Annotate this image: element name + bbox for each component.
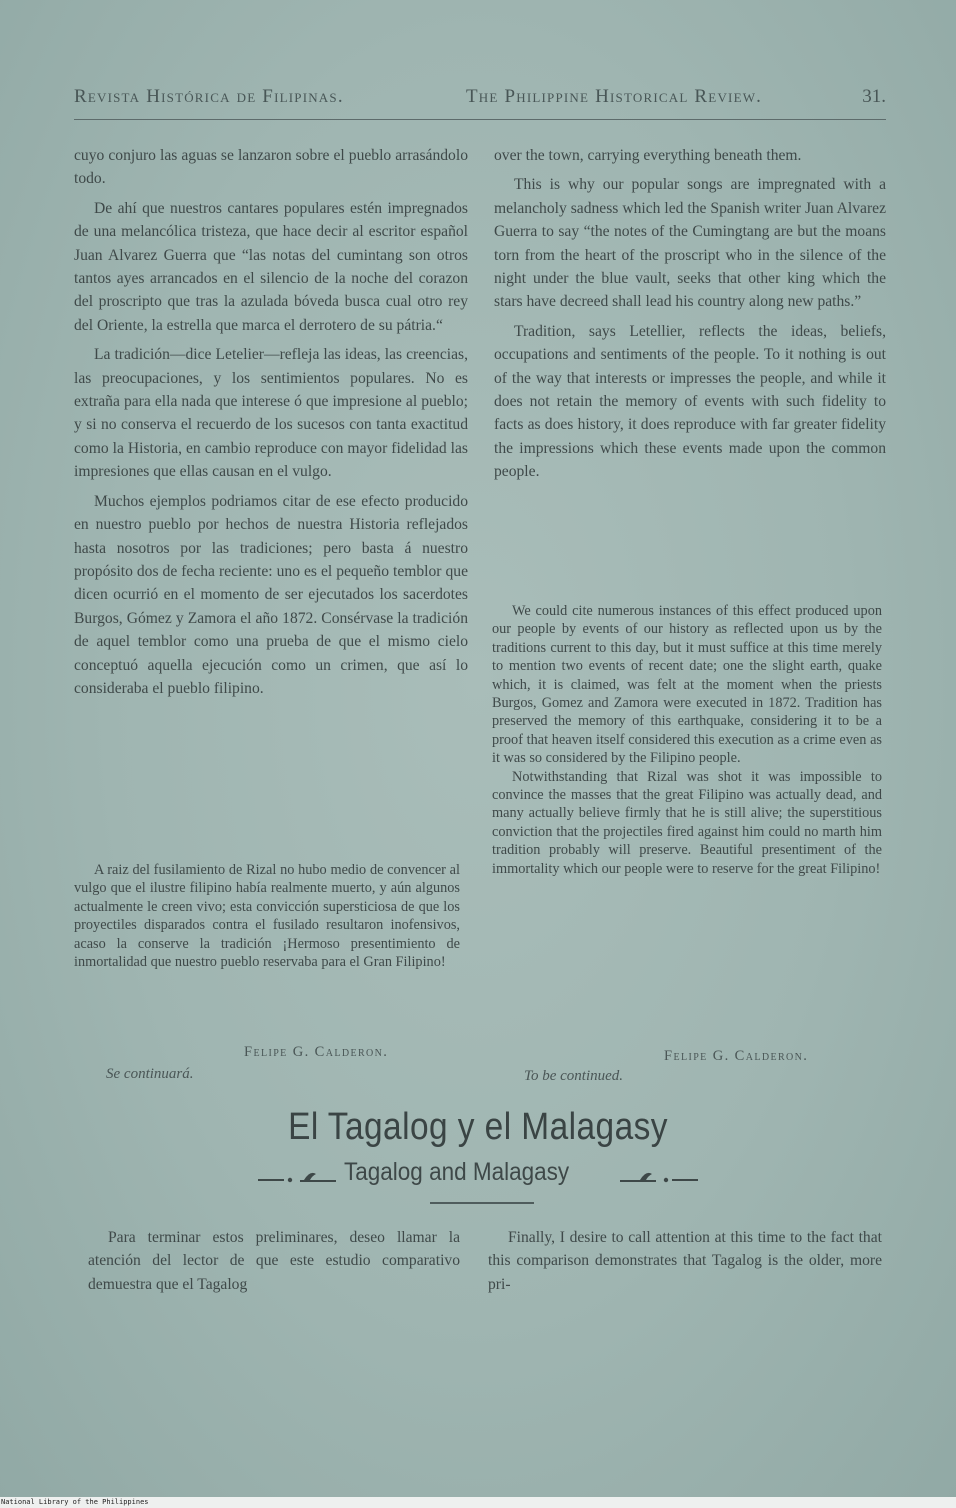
title-rule bbox=[430, 1202, 534, 1204]
header-journal-english: The Philippine Historical Review. bbox=[466, 86, 763, 107]
article-spanish-text: Para terminar estos preliminares, deseo llamar la atención del lector de que este estudio comparativo demuestra que el Tagalog bbox=[88, 1229, 460, 1293]
article-spanish-column bbox=[88, 1226, 460, 1296]
left-ornament-icon bbox=[254, 1168, 340, 1184]
spanish-column-top bbox=[74, 144, 468, 700]
english-continued-note: To be continued. bbox=[524, 1068, 624, 1084]
article-english-text: Finally, I desire to call attention at this time to the fact that this comparison demonstrates that Tagalog is the older, more pri- bbox=[488, 1229, 882, 1293]
english-paragraph-2: This is why our popular songs are impregnated with a melancholy sadness which led the Spanish writer Juan Alvarez Guerra to say “the notes of the Cumingtang are but the moans torn from the heart of the proscript who in the silence of the night under the blue vault, seeks that other king which the stars have decreed shall lead his country along new paths.” bbox=[494, 176, 886, 311]
english-column-top bbox=[494, 144, 886, 484]
article-title: El Tagalog y el Malagasy bbox=[288, 1106, 668, 1148]
library-credit: National Library of the Philippines bbox=[0, 1497, 956, 1508]
english-paragraph-4: We could cite numerous instances of this effect produced upon our people by events of our history as reflected upon us by the traditions current to this day, but it must suffice at this time merely to mention two events of recent date; one the slight earth, quake which, it is claimed, was felt at the moment when the priests Burgos, Gomez and Zamora were executed in 1872. Tradition has preserved the memory of this earthquake, considering it to be a proof that heaven itself considered this execution as a crime even as it was so considered by the Filipino people. bbox=[492, 603, 882, 767]
spanish-paragraph-3: La tradición—dice Letelier—refleja las ideas, las creencias, las preocupaciones, y los sentimientos populares. No es extraña para ella nada que interese ó que impresione al pueblo; y si no conserva el recuerdo de los sucesos con tanta exactitud como la Historia, en cambio reproduce con mayor fidelidad las impresiones que ellas causan en el vulgo. bbox=[74, 346, 468, 481]
spanish-paragraph-2: De ahí que nuestros cantares populares estén impregnados de una melancólica tristeza, que hace decir al escritor español Juan Alvarez Guerra que “las notas del cumintang son otros tantos ayes arrancados en el silencio de la noche del corazon del proscripto que tras la azulada bóveda busca cual otro rey del Oriente, la estrella que marca el derrotero de su pátria.“ bbox=[74, 199, 468, 334]
spanish-signature: Felipe G. Calderon. bbox=[244, 1044, 389, 1060]
article-subtitle: Tagalog and Malagasy bbox=[344, 1158, 570, 1186]
header-rule bbox=[74, 119, 886, 120]
spanish-paragraph-4: Muchos ejemplos podriamos citar de ese efecto producido en nuestro pueblo por hechos de nuestra Historia reflejados hasta nosotros por las tradiciones; pero basta á nuestro propósito dos de fecha reciente: uno es el pequeño temblor que dicen ocurrió en el momento de ser ejecutados los sacerdotes Burgos, Gómez y Zamora el año 1872. Consérvase la tradición de aquel temblor como una prueba de que el mismo cielo conceptuó aquella ejecución como un crimen, que así lo consideraba el pueblo filipino. bbox=[74, 492, 468, 697]
article-subtitle-row bbox=[254, 1158, 704, 1194]
spanish-continued-note: Se continuará. bbox=[106, 1066, 194, 1082]
right-ornament-icon bbox=[616, 1168, 702, 1184]
header-journal-spanish: Revista Histórica de Filipinas. bbox=[74, 86, 344, 107]
english-paragraph-1: over the town, carrying everything beneath them. bbox=[494, 147, 802, 164]
spanish-paragraph-5: A raiz del fusilamiento de Rizal no hubo medio de convencer al vulgo que el ilustre filipino había realmente muerto, y aún algunos actualmente le creen vivo; esta convicción supersticiosa de que los proyectiles disparados contra el fusilado resultaron inofensivos, acaso la conserve la tradición ¡Hermoso presentimiento de inmortalidad que nuestro pueblo reservaba para el Gran Filipino! bbox=[74, 862, 460, 971]
english-signature: Felipe G. Calderon. bbox=[664, 1048, 809, 1064]
english-paragraph-5: Notwithstanding that Rizal was shot it was impossible to convince the masses that the great Filipino was actually dead, and many actually believe firmly that he is still alive; the superstitious conviction that the projectiles fired against him could no marth him tradition probably will preserve. Beautiful presentiment of the immortality which our people were to reserve for the great Filipino! bbox=[492, 768, 882, 877]
spanish-paragraph-1: cuyo conjuro las aguas se lanzaron sobre el pueblo arrasándolo todo. bbox=[74, 147, 468, 188]
english-paragraph-3: Tradition, says Letellier, reflects the ideas, beliefs, occupations and sentiments of the people. To it nothing is out of the way that interests or impresses the people, and while it does not retain the memory of events with such fidelity to facts as does history, it does reproduce with far greater fidelity the impressions which these events made upon the common people. bbox=[494, 322, 886, 481]
running-head bbox=[74, 86, 886, 116]
spanish-column-bottom bbox=[74, 861, 460, 971]
article-english-column bbox=[488, 1226, 882, 1296]
page-number: 31. bbox=[862, 86, 886, 107]
english-column-bottom bbox=[492, 602, 882, 878]
